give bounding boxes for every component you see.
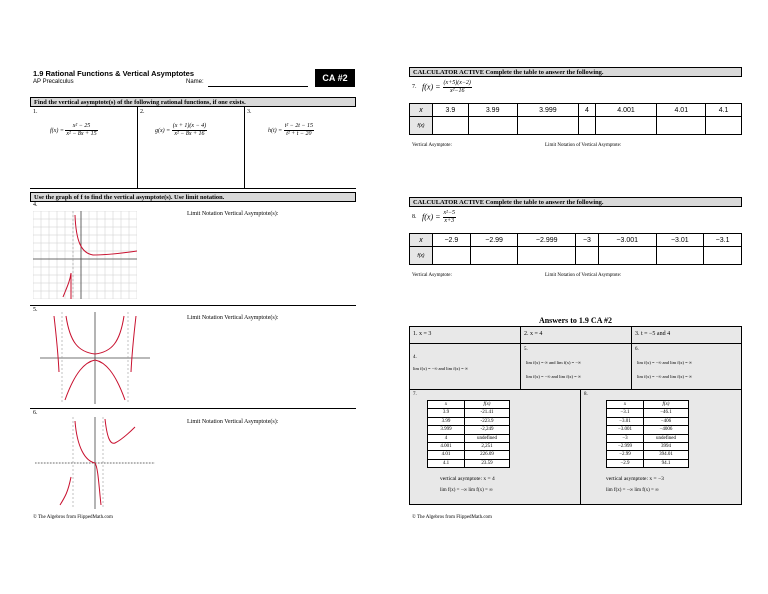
table-header-fx: f(x) bbox=[410, 247, 433, 265]
problem-number: 7. bbox=[412, 84, 417, 90]
table-cell: −3.1 bbox=[607, 409, 644, 417]
vertical-asymptote-label: Vertical Asymptote: bbox=[412, 143, 452, 148]
problem-number: 5. bbox=[33, 307, 38, 313]
answer-8-asymptote: vertical asymptote: x = −3 bbox=[606, 476, 664, 482]
table-cell: 394.01 bbox=[644, 451, 689, 459]
table-fx-cell[interactable] bbox=[579, 117, 595, 135]
calc-header-1: CALCULATOR ACTIVE Complete the table to answer the following. bbox=[409, 67, 742, 77]
name-label: Name: bbox=[186, 79, 204, 85]
problem-2-expression: g(x) = $\frac{(x + 1)(x - 4)}{\text{x² − 8x + 16}}$ bbox=[155, 123, 207, 137]
divider bbox=[631, 326, 632, 389]
table-x-cell: 4.01 bbox=[657, 104, 706, 117]
divider bbox=[137, 107, 138, 188]
table-row bbox=[607, 443, 689, 451]
divider bbox=[520, 326, 521, 389]
answer-1: 1. x = 3 bbox=[413, 331, 432, 337]
table-cell: 3994 bbox=[644, 443, 689, 451]
vertical-asymptote-label: Vertical Asymptote: bbox=[412, 273, 452, 278]
answer-number: 5. bbox=[524, 347, 528, 352]
table-problem-8 bbox=[409, 233, 742, 265]
table-cell: 4 bbox=[428, 434, 465, 442]
limit-notation-label: Limit Notation Vertical Asymptote(s): bbox=[187, 211, 279, 217]
problem-number: 6. bbox=[33, 410, 38, 416]
table-fx-cell[interactable] bbox=[517, 117, 579, 135]
table-problem-7 bbox=[409, 103, 742, 135]
table-cell: 4.1 bbox=[428, 459, 465, 467]
divider bbox=[30, 305, 356, 306]
table-fx-cell[interactable] bbox=[598, 247, 656, 265]
table-x-cell: −3 bbox=[576, 234, 599, 247]
table-cell: 4.001 bbox=[428, 443, 465, 451]
table-cell: 23.59 bbox=[465, 459, 510, 467]
table-row bbox=[428, 434, 510, 442]
table-cell: 94.1 bbox=[644, 459, 689, 467]
limit-notation-label: Limit Notation Vertical Asymptote(s): bbox=[187, 419, 279, 425]
course-label: AP Precalculus bbox=[33, 79, 74, 85]
divider bbox=[580, 389, 581, 505]
footer-left: © The Algebros from FlippedMath.com bbox=[33, 515, 113, 520]
table-row bbox=[428, 451, 510, 459]
graph-problem-4 bbox=[33, 211, 137, 299]
divider bbox=[30, 408, 356, 409]
table-row bbox=[607, 417, 689, 425]
section-header-2: Use the graph of f to find the vertical asymptote(s). Use limit notation. bbox=[30, 192, 356, 202]
table-row bbox=[428, 459, 510, 467]
ca-badge: CA #2 bbox=[315, 69, 355, 87]
table-header-x: x bbox=[410, 104, 433, 117]
answers-title: Answers to 1.9 CA #2 bbox=[538, 316, 613, 325]
table-fx-cell[interactable] bbox=[656, 247, 704, 265]
table-header: f(x) bbox=[465, 401, 510, 409]
table-fx-cell[interactable] bbox=[595, 117, 657, 135]
table-cell: −3.01 bbox=[607, 417, 644, 425]
limit-notation-label: Limit Notation of Vertical Asymptote: bbox=[545, 273, 622, 278]
table-cell: −3.001 bbox=[607, 426, 644, 434]
table-x-cell: −2.9 bbox=[433, 234, 471, 247]
table-fx-cell[interactable] bbox=[518, 247, 576, 265]
problem-7-expression: f(x) = $\frac{(x+5)(x-2)}{\text{x²−16}}$ bbox=[422, 80, 471, 94]
table-header-fx: f(x) bbox=[410, 117, 433, 135]
table-cell: 4.01 bbox=[428, 451, 465, 459]
table-row bbox=[428, 426, 510, 434]
section-header-1: Find the vertical asymptote(s) of the following rational functions, if one exists. bbox=[30, 97, 356, 107]
answer-7-asymptote: vertical asymptote: x = 4 bbox=[440, 476, 495, 482]
table-cell: −4006 bbox=[644, 426, 689, 434]
answer-2: 2. x = 4 bbox=[524, 331, 543, 337]
table-x-cell: −3.001 bbox=[598, 234, 656, 247]
divider bbox=[244, 107, 245, 188]
table-x-cell: 4.001 bbox=[595, 104, 657, 117]
table-row bbox=[607, 459, 689, 467]
table-x-cell: −3.01 bbox=[656, 234, 704, 247]
table-row bbox=[428, 417, 510, 425]
answer-7-table bbox=[427, 400, 510, 468]
problem-3-expression: h(t) = $\frac{\text{t² − 2t − 15}}{\text{t² + t − 20}}$ bbox=[268, 123, 313, 137]
problem-number: 2. bbox=[140, 109, 145, 115]
table-x-cell: −3.1 bbox=[704, 234, 742, 247]
table-cell: 2,251 bbox=[465, 443, 510, 451]
answer-number: 7. bbox=[413, 392, 417, 397]
table-row bbox=[607, 434, 689, 442]
limit-notation-label: Limit Notation Vertical Asymptote(s): bbox=[187, 315, 279, 321]
graph-problem-5 bbox=[40, 312, 150, 404]
table-x-cell: 3.9 bbox=[433, 104, 469, 117]
table-cell: 3.999 bbox=[428, 426, 465, 434]
table-header: x bbox=[428, 401, 465, 409]
table-cell: 3.9 bbox=[428, 409, 465, 417]
table-fx-cell[interactable] bbox=[657, 117, 706, 135]
answer-8-table bbox=[606, 400, 689, 468]
answer-6-line-1: lim f(x) = −∞ and lim f(x) = ∞ bbox=[637, 360, 693, 365]
answer-6-line-2: lim f(x) = −∞ and lim f(x) = ∞ bbox=[637, 374, 693, 379]
table-fx-cell[interactable] bbox=[576, 247, 599, 265]
table-cell: undefined bbox=[644, 434, 689, 442]
table-fx-cell[interactable] bbox=[433, 117, 469, 135]
problem-1-expression: f(x) = $\frac{\text{x² − 25}}{\text{x² − 8x + 15}}$ bbox=[50, 123, 97, 137]
problem-number: 1. bbox=[33, 109, 38, 115]
problem-number: 8. bbox=[412, 214, 417, 220]
table-fx-cell[interactable] bbox=[706, 117, 742, 135]
table-fx-cell[interactable] bbox=[433, 247, 471, 265]
table-cell: undefined bbox=[465, 434, 510, 442]
table-fx-cell[interactable] bbox=[704, 247, 742, 265]
table-fx-cell[interactable] bbox=[468, 117, 517, 135]
problem-8-expression: f(x) = $\frac{\text{x²−5}}{x+3}$ bbox=[422, 210, 456, 224]
table-header: x bbox=[607, 401, 644, 409]
worksheet-title: 1.9 Rational Functions & Vertical Asymptotes bbox=[33, 69, 195, 78]
table-row bbox=[607, 451, 689, 459]
table-cell: 3.99 bbox=[428, 417, 465, 425]
divider bbox=[30, 188, 356, 189]
problem-number: 3. bbox=[247, 109, 252, 115]
name-line bbox=[208, 86, 308, 87]
table-cell: −2.9 bbox=[607, 459, 644, 467]
answer-7-limits: lim f(x) = −∞ lim f(x) = ∞ bbox=[440, 488, 493, 493]
table-x-cell: −2.999 bbox=[518, 234, 576, 247]
table-row bbox=[428, 409, 510, 417]
table-cell: 226.09 bbox=[465, 451, 510, 459]
table-x-cell: −2.99 bbox=[470, 234, 518, 247]
answer-number: 8. bbox=[584, 392, 588, 397]
problem-number: 4. bbox=[33, 202, 38, 208]
table-x-cell: 3.999 bbox=[517, 104, 579, 117]
table-row bbox=[607, 426, 689, 434]
divider bbox=[409, 343, 742, 344]
table-cell: -2,249 bbox=[465, 426, 510, 434]
answer-3: 3. t = −5 and 4 bbox=[635, 331, 671, 337]
table-row bbox=[607, 409, 689, 417]
table-cell: -21.41 bbox=[465, 409, 510, 417]
answer-number: 4. bbox=[413, 355, 417, 360]
answer-5-line-1: lim f(x) = ∞ and lim f(x) = −∞ bbox=[526, 360, 582, 365]
table-x-cell: 3.99 bbox=[468, 104, 517, 117]
table-x-cell: 4 bbox=[579, 104, 595, 117]
table-cell: −46.1 bbox=[644, 409, 689, 417]
table-header: f(x) bbox=[644, 401, 689, 409]
table-cell: −2.99 bbox=[607, 451, 644, 459]
answer-8-limits: lim f(x) = −∞ lim f(x) = ∞ bbox=[606, 488, 659, 493]
limit-notation-label: Limit Notation of Vertical Asymptote: bbox=[545, 143, 622, 148]
table-cell: −3 bbox=[607, 434, 644, 442]
graph-problem-6 bbox=[35, 417, 155, 509]
table-cell: −406 bbox=[644, 417, 689, 425]
calc-header-2: CALCULATOR ACTIVE Complete the table to answer the following. bbox=[409, 197, 742, 207]
answer-4: lim f(x) = −∞ and lim f(x) = ∞ bbox=[413, 366, 469, 371]
answer-5-line-2: lim f(x) = −∞ and lim f(x) = ∞ bbox=[526, 374, 582, 379]
table-row bbox=[428, 443, 510, 451]
table-fx-cell[interactable] bbox=[470, 247, 518, 265]
divider bbox=[409, 389, 742, 390]
table-cell: -223.9 bbox=[465, 417, 510, 425]
footer-right: © The Algebros from FlippedMath.com bbox=[412, 515, 492, 520]
answer-number: 6. bbox=[635, 347, 639, 352]
table-cell: −2.999 bbox=[607, 443, 644, 451]
table-header-x: x bbox=[410, 234, 433, 247]
table-x-cell: 4.1 bbox=[706, 104, 742, 117]
